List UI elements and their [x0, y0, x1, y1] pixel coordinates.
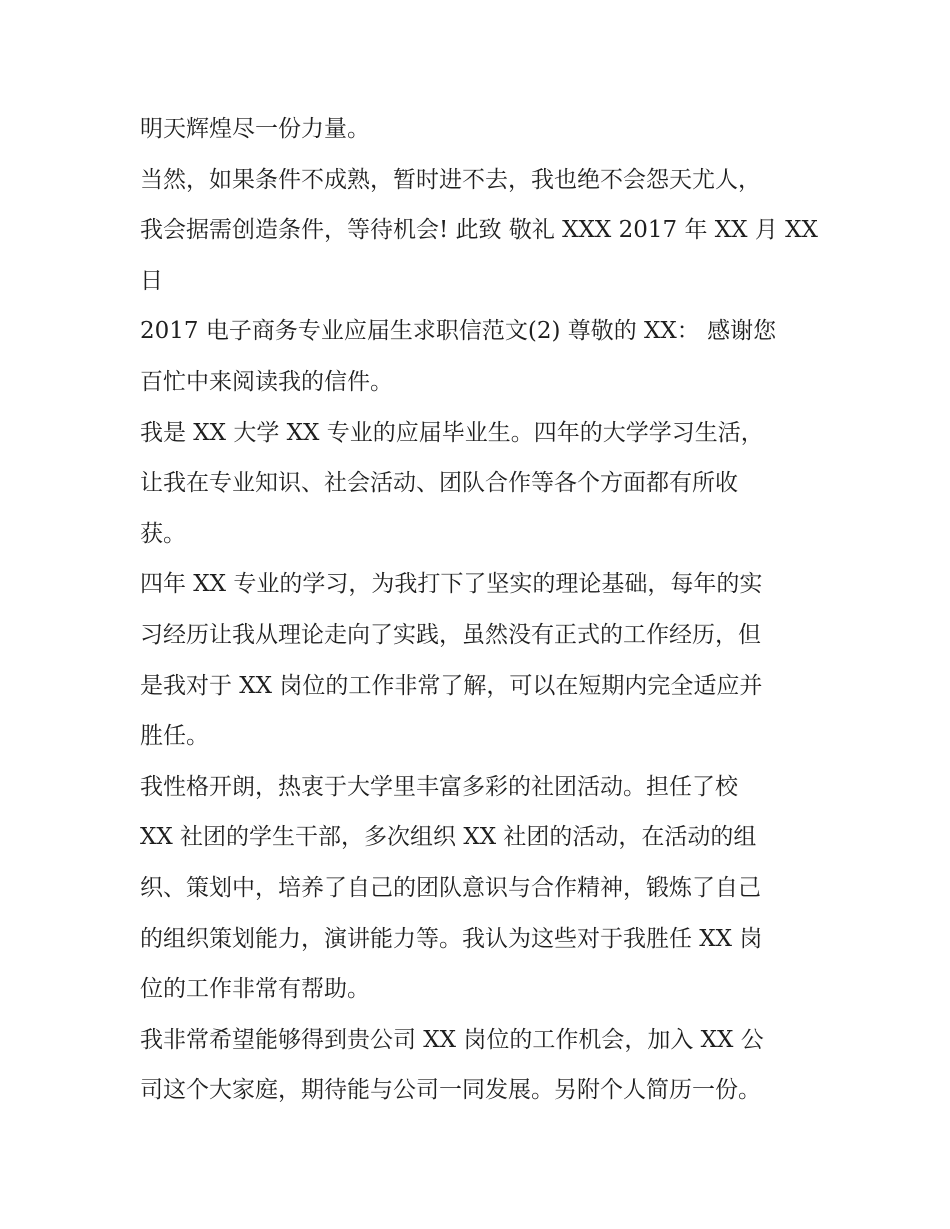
text-line: 四年 XX 专业的学习，为我打下了坚实的理论基础，每年的实	[140, 571, 763, 598]
text-line: 是我对于 XX 岗位的工作非常了解，可以在短期内完全适应并	[140, 672, 763, 699]
text-line: 的组织策划能力，演讲能力等。我认为这些对于我胜任 XX 岗	[140, 925, 763, 952]
text-line: XX 社团的学生干部，多次组织 XX 社团的活动，在活动的组	[140, 824, 757, 851]
text-line: 我非常希望能够得到贵公司 XX 岗位的工作机会，加入 XX 公	[140, 1026, 764, 1053]
paragraph-introduction	[140, 408, 820, 560]
text-line: 日	[140, 267, 163, 294]
letter-body	[140, 104, 820, 1116]
paragraph-hope	[140, 1015, 820, 1116]
text-line: 我会据需创造条件，等待机会! 此致 敬礼 XXX 2017 年 XX 月 XX	[140, 217, 818, 244]
text-line: 明天辉煌尽一份力量。	[140, 116, 370, 142]
paragraph-letter-title-greeting	[140, 306, 820, 407]
text-line: 让我在专业知识、社会活动、团队合作等各个方面都有所收	[140, 470, 738, 497]
paragraph-conditions	[140, 155, 820, 307]
text-line: 2017 电子商务专业应届生求职信范文(2) 尊敬的 XX： 感谢您	[140, 318, 777, 345]
text-line: 我是 XX 大学 XX 专业的应届毕业生。四年的大学学习生活，	[140, 419, 764, 446]
text-line: 我性格开朗，热衷于大学里丰富多彩的社团活动。担任了校	[140, 773, 738, 800]
paragraph-study-experience	[140, 559, 820, 761]
paragraph-personality-activities	[140, 762, 820, 1015]
text-line: 织、策划中，培养了自己的团队意识与合作精神，锻炼了自己	[140, 874, 761, 901]
text-line: 当然，如果条件不成熟，暂时进不去，我也绝不会怨天尤人，	[140, 166, 761, 193]
text-line: 胜任。	[140, 723, 209, 750]
text-line: 获。	[140, 520, 186, 547]
text-line: 位的工作非常有帮助。	[140, 976, 370, 1003]
paragraph-closing-fragment	[140, 104, 820, 155]
text-line: 习经历让我从理论走向了实践，虽然没有正式的工作经历，但	[140, 621, 761, 648]
text-line: 司这个大家庭，期待能与公司一同发展。另附个人简历一份。	[140, 1077, 761, 1104]
text-line: 百忙中来阅读我的信件。	[140, 368, 393, 395]
